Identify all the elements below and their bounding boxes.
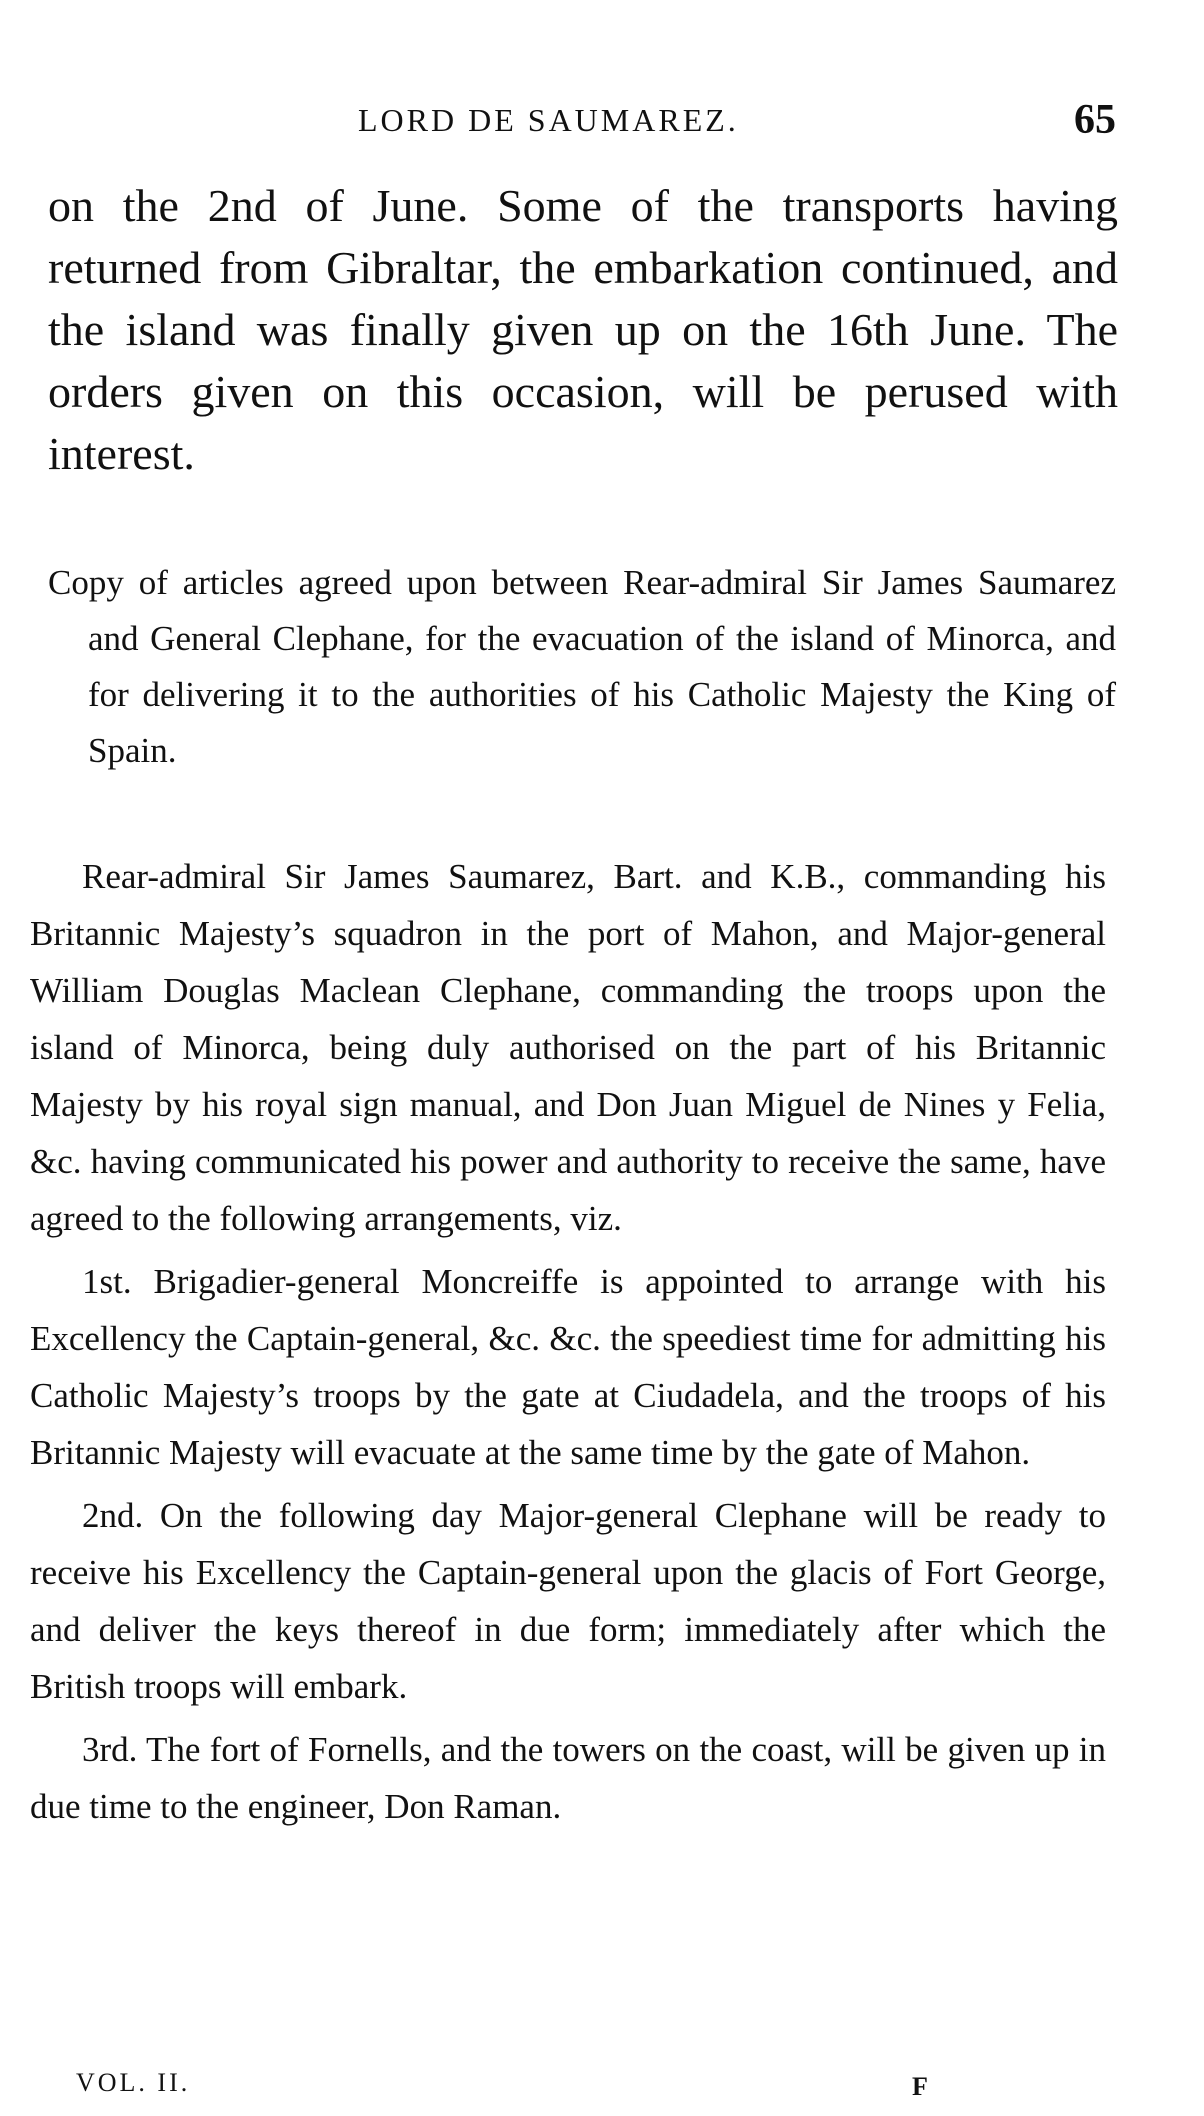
article-3-paragraph: 3rd. The fort of Fornells, and the towers on the coast, will be given up in due time to the engineer, Don Raman. — [30, 1730, 1106, 1826]
signature-mark: F — [912, 2072, 928, 2101]
article-1-paragraph: 1st. Brigadier-general Moncreiffe is appointed to arrange with his Excellency the Captain-general, &c. &c. the speediest time for admitting his Catholic Majesty’s troops by the gate at Ciudadela, and the troops of his Britannic Majesty will evacuate at the same time by the gate of Mahon. — [30, 1262, 1106, 1472]
articles-body — [30, 848, 1106, 1841]
running-title: LORD DE SAUMAREZ. — [358, 102, 739, 138]
volume-label: VOL. II. — [76, 2068, 191, 2097]
article-2-paragraph: 2nd. On the following day Major-general Clephane will be ready to receive his Excellency the Captain-general upon the glacis of Fort George, and deliver the keys thereof in due form; immediately after which the British troops will embark. — [30, 1496, 1106, 1706]
intro-paragraph: on the 2nd of June. Some of the transports having returned from Gibraltar, the embarkation continued, and the island was finally given up on the 16th June. The orders given on this occasion, will be perused with interest. — [48, 180, 1118, 479]
page-footer — [0, 2068, 1204, 2108]
running-head — [0, 96, 1204, 146]
page-number: 65 — [1074, 97, 1116, 143]
preamble-paragraph: Rear-admiral Sir James Saumarez, Bart. and K.B., commanding his Britannic Majesty’s squadron in the port of Mahon, and Major-general William Douglas Maclean Clephane, commanding the troops upon the island of Minorca, being duly authorised on the part of his Britannic Majesty by his royal sign manual, and Don Juan Miguel de Nines y Felia, &c. having communicated his power and authority to receive the same, have agreed to the following arrangements, viz. — [30, 857, 1106, 1238]
articles-heading: Copy of articles agreed upon between Rear-admiral Sir James Saumarez and General Clephane, for the evacuation of the island of Minorca, and for delivering it to the authorities of his Catholic Majesty the King of Spain. — [48, 563, 1116, 770]
